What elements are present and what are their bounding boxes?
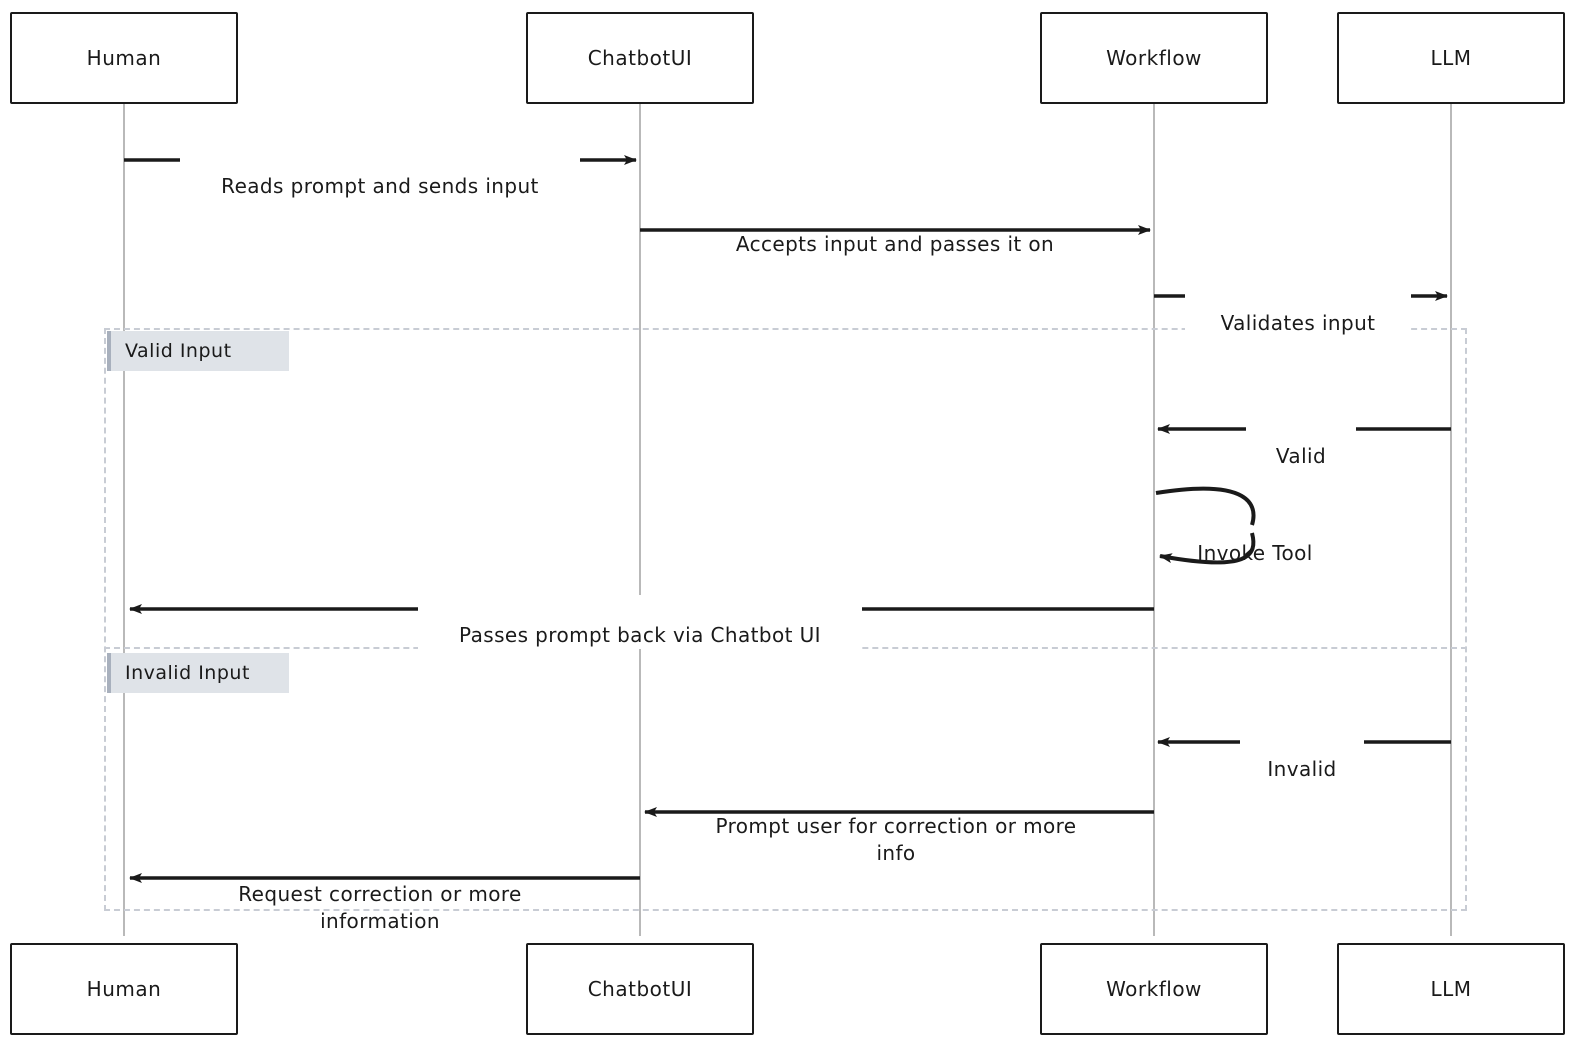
actor-box-chatbotui-top[interactable]	[526, 12, 754, 104]
actor-box-human-bottom[interactable]	[10, 943, 238, 1035]
actor-box-workflow-bottom[interactable]	[1040, 943, 1268, 1035]
message-label-validates-input	[1185, 283, 1411, 337]
message-text-6: Passes prompt back via Chatbot UI	[459, 623, 821, 647]
message-label-passes-prompt-back	[418, 595, 862, 649]
message-text-3: Validates input	[1220, 311, 1376, 335]
actor-box-human-top[interactable]	[10, 12, 238, 104]
message-label-request-correction	[210, 854, 550, 935]
fragment-label-invalid-input-text: Invalid Input	[125, 662, 250, 684]
message-label-invalid	[1240, 729, 1364, 783]
message-label-valid	[1246, 416, 1356, 470]
message-label-invoke-tool	[1165, 513, 1345, 567]
actor-label-human-bottom: Human	[86, 977, 162, 1001]
actor-box-workflow-top[interactable]	[1040, 12, 1268, 104]
actor-box-llm-top[interactable]	[1337, 12, 1565, 104]
message-text-1: Reads prompt and sends input	[221, 174, 539, 198]
actor-label-chatbotui-top: ChatbotUI	[587, 46, 693, 70]
actor-box-chatbotui-bottom[interactable]	[526, 943, 754, 1035]
actor-label-llm-bottom: LLM	[1430, 977, 1472, 1001]
message-label-accepts-input	[700, 204, 1090, 258]
message-label-reads-prompt	[180, 146, 580, 200]
actor-label-workflow-top: Workflow	[1106, 46, 1202, 70]
message-label-prompt-user-correction	[710, 786, 1082, 867]
actor-label-llm-top: LLM	[1430, 46, 1472, 70]
message-text-5: Invoke Tool	[1197, 541, 1313, 565]
fragment-label-valid-input-text: Valid Input	[125, 340, 232, 362]
fragment-label-invalid-input	[107, 653, 289, 693]
actor-box-llm-bottom[interactable]	[1337, 943, 1565, 1035]
message-text-8: Prompt user for correction or more info	[715, 814, 1077, 865]
actor-label-chatbotui-bottom: ChatbotUI	[587, 977, 693, 1001]
message-text-9: Request correction or more information	[238, 882, 522, 933]
fragment-label-valid-input	[107, 331, 289, 371]
message-text-4: Valid	[1275, 444, 1327, 468]
actor-label-human-top: Human	[86, 46, 162, 70]
message-text-7: Invalid	[1267, 757, 1337, 781]
actor-label-workflow-bottom: Workflow	[1106, 977, 1202, 1001]
message-text-2: Accepts input and passes it on	[735, 232, 1055, 256]
